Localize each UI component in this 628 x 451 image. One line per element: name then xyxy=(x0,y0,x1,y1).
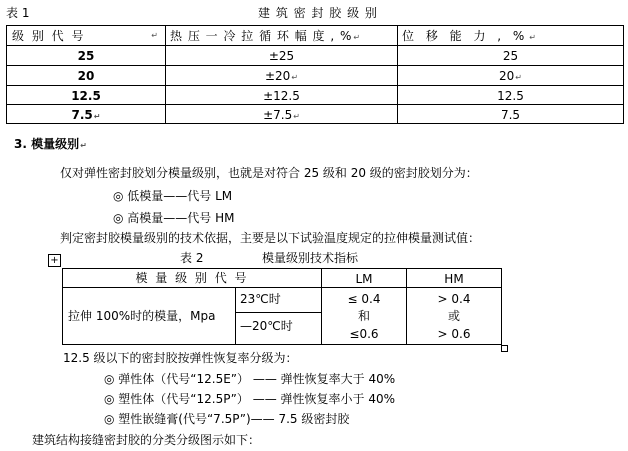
table1-rule xyxy=(6,25,624,26)
table1-header-range: 热 压 一 冷 拉 循 环 幅 度 , % xyxy=(170,29,353,43)
table-resize-handle[interactable] xyxy=(501,345,508,352)
table2-hm-top: > 0.4 xyxy=(437,292,471,306)
table1-grade-cell xyxy=(7,69,165,83)
table1-caption-number: 表 1 xyxy=(6,6,30,20)
table1-move-cell: 20↵ xyxy=(499,69,522,83)
table1-caption-title: 建 筑 密 封 胶 级 别 xyxy=(258,6,378,20)
table1-move-cell xyxy=(398,89,623,103)
table2-rule xyxy=(62,344,502,345)
table2-rule xyxy=(62,268,502,269)
table1-rule xyxy=(6,104,624,105)
table2-temp-23: 23℃时 xyxy=(240,292,281,306)
table2-rule xyxy=(235,287,236,345)
table1-move: 7.5 xyxy=(500,108,521,122)
table1-range: ±20 xyxy=(264,69,291,83)
table1-range: ±7.5 xyxy=(263,108,293,122)
table1-move: 25 xyxy=(502,49,519,63)
table1-header-cell: 级 别 代 号 ↵ xyxy=(12,29,158,43)
table1-grade-cell xyxy=(7,89,165,103)
table2-rule xyxy=(235,312,321,313)
table1-range-cell: ±7.5↵ xyxy=(263,108,300,122)
table1-header-grade: 级 别 代 号 xyxy=(12,29,86,43)
table1-range: ±12.5 xyxy=(263,89,300,103)
table2-hm-mid: 或 xyxy=(447,309,460,323)
elastic-item-plastomer: ◎ 塑性体（代号“12.5P”） —— 弹性恢复率小于 40% xyxy=(104,392,396,406)
table1-header-cell: 热 压 一 冷 拉 循 环 幅 度 , %↵ xyxy=(170,29,361,43)
table-move-handle-icon[interactable]: + xyxy=(48,254,61,267)
closing-text: 建筑结构接缝密封胶的分类分级图示如下： xyxy=(32,433,261,447)
table2-header-label: 模 量 级 别 代 号 xyxy=(135,271,249,285)
table2-hm-bot: > 0.6 xyxy=(437,327,471,341)
table1-grade: 7.5 xyxy=(71,108,93,122)
table2-lm-top: ≤ 0.4 xyxy=(347,292,381,306)
table1-rule xyxy=(6,65,624,66)
table1-grade-cell xyxy=(7,49,165,63)
table2-caption-title: 模量级别技术指标 xyxy=(262,251,359,265)
table1-range-cell xyxy=(166,89,397,103)
table1-grade-cell: 7.5↵ xyxy=(71,108,101,122)
table1-rule xyxy=(6,45,624,46)
table1-move-cell xyxy=(398,49,623,63)
table1-move: 20 xyxy=(499,69,515,83)
table1-rule xyxy=(6,85,624,86)
table1-range: ±25 xyxy=(268,49,295,63)
table2-row-label: 拉伸 100%时的模量，Mpa xyxy=(68,309,216,323)
modulus-item-low: ◎ 低模量——代号 LM xyxy=(113,189,233,203)
table1-rule xyxy=(623,25,624,124)
section-basis: 判定密封胶模量级别的技术依据，主要是以下试验温度规定的拉伸模量测试值： xyxy=(60,231,481,245)
elastic-intro: 12.5 级以下的密封胶按弹性恢复率分级为： xyxy=(63,351,298,365)
table1-header-cell: 位 移 能 力 , %↵ xyxy=(402,29,536,43)
table1-grade: 12.5 xyxy=(71,89,101,103)
table1-range-cell xyxy=(166,49,397,63)
table2-header-lm: LM xyxy=(355,272,373,286)
table1-grade: 20 xyxy=(77,69,95,83)
table2-header-hm: HM xyxy=(444,272,464,286)
table1-grade: 25 xyxy=(77,49,95,63)
table2-lm-bot: ≤0.6 xyxy=(349,327,379,341)
table1-move-cell xyxy=(398,108,623,122)
table2-caption-number: 表 2 xyxy=(180,251,204,265)
modulus-item-high: ◎ 高模量——代号 HM xyxy=(113,211,235,225)
elastic-item-caulk: ◎ 塑性嵌缝膏(代号“7.5P”)—— 7.5 级密封胶 xyxy=(104,412,350,426)
table1-range-cell: ±20↵ xyxy=(264,69,299,83)
table2-rule xyxy=(62,287,502,288)
table1-header-move: 位 移 能 力 , % xyxy=(402,29,529,43)
table2-temp-minus20: —20℃时 xyxy=(240,319,293,333)
section-intro: 仅对弹性密封胶划分模量级别，也就是对符合 25 级和 20 级的密封胶划分为： xyxy=(60,166,478,180)
elastic-item-elastomer: ◎ 弹性体（代号“12.5E”） —— 弹性恢复率大于 40% xyxy=(104,372,396,386)
section-heading: 3. 模量级别↵ xyxy=(14,137,87,151)
table1-move: 12.5 xyxy=(497,89,524,103)
table2-lm-mid: 和 xyxy=(357,309,370,323)
table2-rule xyxy=(501,268,502,345)
